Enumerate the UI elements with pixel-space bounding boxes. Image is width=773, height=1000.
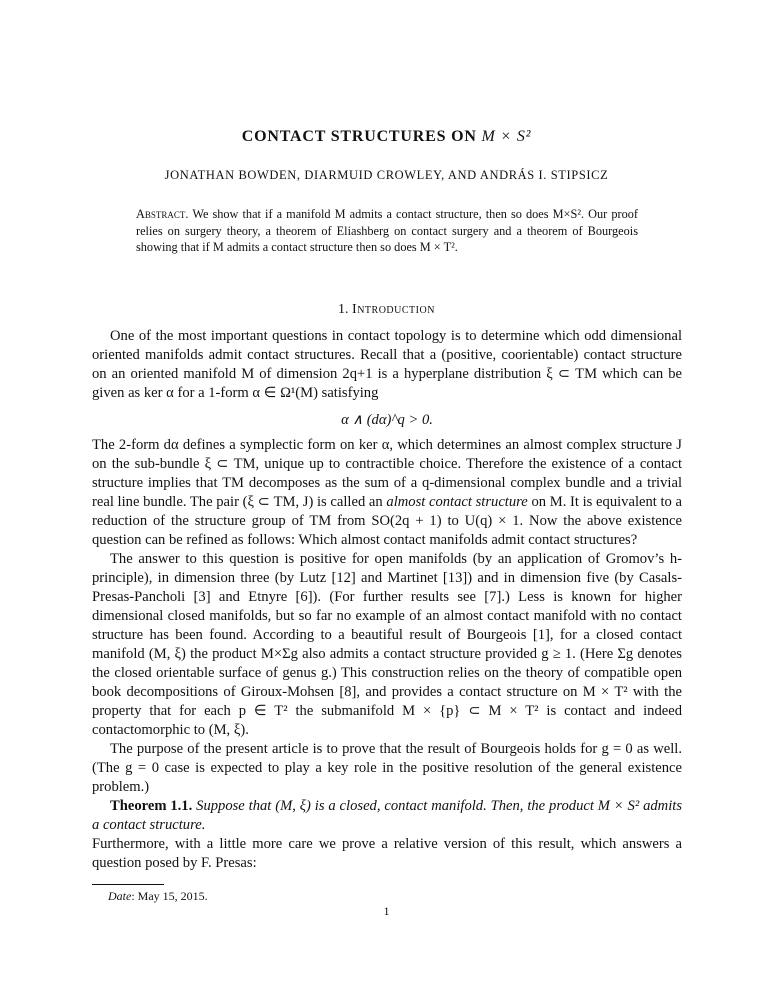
title-text: CONTACT STRUCTURES ON [241, 128, 477, 145]
footnote-divider [92, 884, 164, 885]
theorem-1-1 [92, 797, 682, 835]
paragraph-1: One of the most important questions in contact topology is to determine which odd dimensional oriented manifolds admit contact structures. Recall that a (positive, coorientable) contact structure on an oriented manifold M of dimension 2q+1 is a hyperplane distribution ξ ⊂ TM which can be given as ker α for a 1-form α ∈ Ω¹(M) satisfying [92, 328, 682, 401]
author-list: JONATHAN BOWDEN, DIARMUID CROWLEY, AND ANDRÁS I. STIPSICZ [164, 168, 609, 182]
paper-title [0, 128, 773, 146]
paragraph-2-emphasis: almost contact structure [386, 494, 528, 510]
abstract-text: We show that if a manifold M admits a contact structure, then so does M×S². Our proof relies on surgery theory, a theorem of Eliashberg on contact surgery and a theorem of Bourgeois showing that if M admits a contact structure then so does M × T². [136, 207, 638, 254]
page-number: 1 [383, 904, 390, 918]
body-text [92, 327, 682, 873]
footnote-text: : May 15, 2015. [131, 889, 208, 903]
footnote-label: Date [108, 889, 132, 903]
paragraph-4: The purpose of the present article is to prove that the result of Bourgeois holds for g = 0 as well. (The g = 0 case is expected to play a key role in the positive resolution of the general existence problem.) [92, 741, 682, 795]
theorem-heading: Theorem 1.1. [110, 798, 193, 814]
section-heading [0, 302, 773, 318]
display-equation: α ∧ (dα)^q > 0. [341, 412, 433, 428]
footnote [108, 889, 208, 904]
title-math: M × S² [481, 128, 532, 145]
abstract-label: Abstract. [136, 207, 189, 221]
paragraph-2-part-a: The 2-form dα defines a symplectic form on ker α, which determines an almost complex structure J on the sub-bundle ξ ⊂ TM, unique up to contractible choice. Therefore the existence of a contact structure implies that TM decomposes as the sum of a q-dimensional complex bundle and a trivial real line bundle. The pair (ξ ⊂ TM, J) is called an [92, 437, 682, 510]
paragraph-5: Furthermore, with a little more care we prove a relative version of this result, which answers a question posed by F. Presas: [92, 836, 682, 871]
abstract [136, 206, 638, 256]
paragraph-2-part-b: on M. It is equivalent to a reduction of the structure group of TM from SO(2q + 1) to U(q) × 1. Now the above existence question can be refined as follows: Which almost contact manifolds admit contact structures? [92, 494, 683, 548]
paragraph-2 [92, 436, 682, 550]
paragraph-3: The answer to this question is positive for open manifolds (by an application of Gromov’s h-principle), in dimension three (by Lutz [12] and Martinet [13]) and in dimension five (by Casals-Presas-Pancholi [3] and Etnyre [6]). (For further results see [7].) Less is known for higher dimensional closed manifolds, but so far no example of an almost contact manifold with no contact structure has been found. According to a beautiful result of Bourgeois [1], for a closed contact manifold (M, ξ) the product M×Σg also admits a contact structure provided g ≥ 1. (Here Σg denotes the closed orientable surface of genus g.) This construction relies on the theory of compatible open book decompositions of Giroux-Mohsen [8], and provides a contact structure on M × T² with the property that for each p ∈ T² the submanifold M × {p} ⊂ M × T² is contact and indeed contactomorphic to (M, ξ). [92, 551, 682, 738]
section-title: Introduction [352, 302, 435, 317]
section-number: 1. [338, 302, 349, 317]
theorem-statement: Suppose that (M, ξ) is a closed, contact manifold. Then, the product M × S² admits a contact structure. [92, 798, 683, 833]
